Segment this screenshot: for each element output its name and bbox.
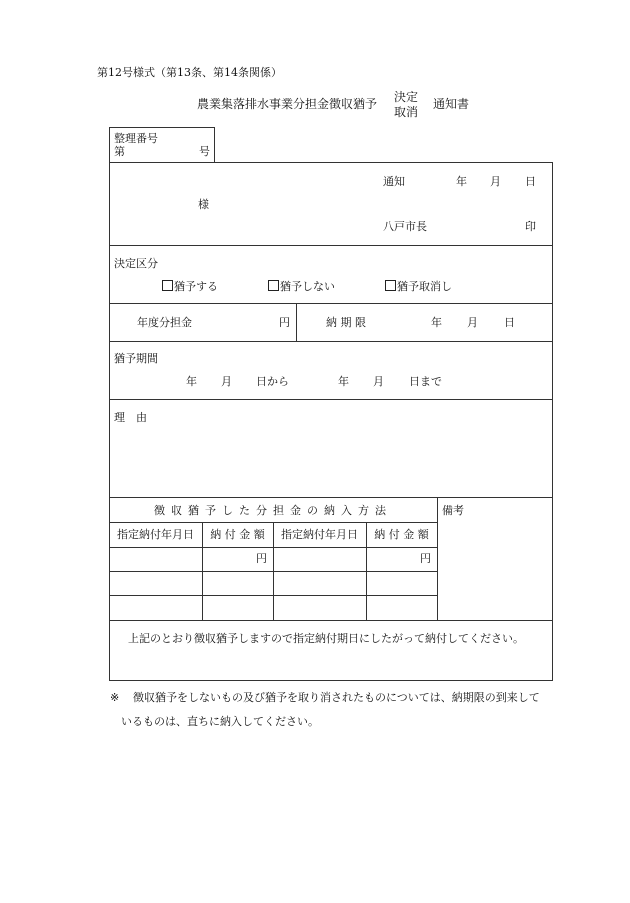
- annual-charge-label: 年度分担金: [137, 316, 192, 329]
- footnote-line-2: いるものは、直ちに納入してください。: [121, 715, 319, 728]
- amount-yen-1: 円: [256, 552, 267, 565]
- decision-label: 決定区分: [114, 257, 158, 270]
- divider: [109, 245, 553, 246]
- annual-charge-yen: 円: [279, 316, 290, 329]
- seal-mark: 印: [525, 220, 536, 233]
- title-suffix: 通知書: [433, 97, 470, 111]
- checkbox-icon[interactable]: [162, 280, 173, 291]
- id-number-label: 整理番号: [114, 132, 158, 145]
- form-number: 第12号様式（第13条、第14条関係）: [97, 66, 282, 79]
- form-frame: [109, 162, 553, 681]
- reason-label: 理 由: [114, 411, 147, 424]
- notice-month: 月: [490, 175, 501, 188]
- column-header-amount-2: 納 付 金 額: [374, 528, 429, 541]
- id-number-go: 号: [199, 145, 210, 158]
- divider: [296, 303, 297, 341]
- divider: [109, 303, 553, 304]
- notice-day: 日: [525, 175, 536, 188]
- period-from: 日から: [256, 375, 289, 388]
- checkbox-icon[interactable]: [385, 280, 396, 291]
- divider: [109, 620, 553, 621]
- form-title: 農業集落排水事業分担金徴収猶予: [197, 97, 378, 111]
- decision-option-deny[interactable]: 猶予しない: [268, 280, 335, 292]
- due-day: 日: [504, 316, 515, 329]
- title-cancel-word: 取消: [394, 105, 419, 119]
- column-header-date-2: 指定納付年月日: [281, 528, 358, 541]
- due-year: 年: [431, 316, 442, 329]
- checkbox-icon[interactable]: [268, 280, 279, 291]
- due-date-label: 納 期 限: [326, 316, 366, 329]
- title-decision-word: 決定: [394, 90, 419, 104]
- mayor-title: 八戸市長: [383, 220, 427, 233]
- period-to: 日まで: [409, 375, 442, 388]
- id-number-dai: 第: [114, 145, 125, 158]
- recipient-honorific: 様: [198, 198, 209, 211]
- divider: [437, 497, 438, 620]
- column-header-date-1: 指定納付年月日: [117, 528, 194, 541]
- notice-year: 年: [456, 175, 467, 188]
- period-year-2: 年: [338, 375, 349, 388]
- decision-option-grant[interactable]: 猶予する: [162, 280, 218, 292]
- notice-label: 通知: [383, 175, 405, 188]
- divider: [109, 341, 553, 342]
- column-header-amount-1: 納 付 金 額: [210, 528, 265, 541]
- period-label: 猶予期間: [114, 352, 158, 365]
- divider: [109, 399, 553, 400]
- period-month-2: 月: [373, 375, 384, 388]
- period-year-1: 年: [186, 375, 197, 388]
- footnote-mark: ※: [110, 691, 120, 704]
- remarks-label: 備考: [442, 504, 464, 517]
- instruction-message: 上記のとおり徴収猶予しますので指定納付期日にしたがって納付してください。: [128, 632, 524, 645]
- footnote-line-1: 徴収猶予をしないもの及び猶予を取り消されたものについては、納期限の到来して: [133, 691, 540, 704]
- period-month-1: 月: [221, 375, 232, 388]
- divider: [109, 497, 553, 498]
- due-month: 月: [467, 316, 478, 329]
- amount-yen-2: 円: [420, 552, 431, 565]
- decision-option-cancel[interactable]: 猶予取消し: [385, 280, 452, 292]
- payment-heading: 徴収猶予した分担金の納入方法: [154, 504, 392, 517]
